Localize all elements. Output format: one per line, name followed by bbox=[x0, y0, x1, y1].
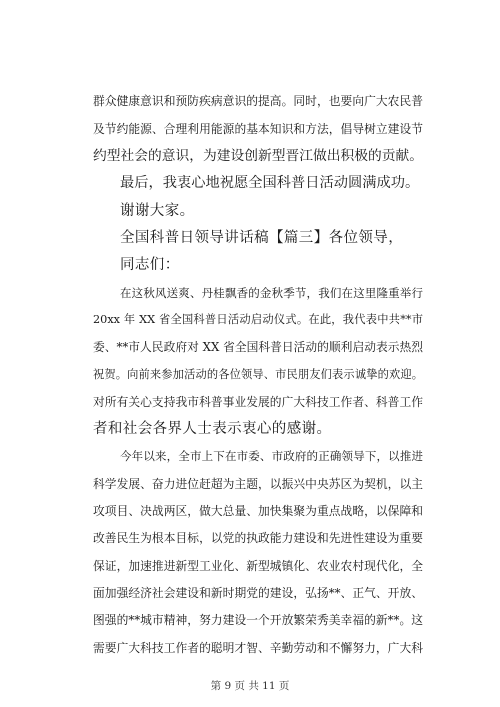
paragraph-line: 需要广大科技工作者的聪明才智、辛勤劳动和不懈努力，广大科 bbox=[93, 641, 423, 655]
page-footer: 第 9 页 共 11 页 bbox=[210, 680, 290, 692]
paragraph-line: 图强的**城市精神，努力建设一个开放繁荣秀美幸福的新**。这 bbox=[93, 613, 423, 627]
paragraph-line: 最后，我衷心地祝愿全国科普日活动圆满成功。 bbox=[120, 175, 420, 191]
paragraph-line: 科学发展、奋力进位赶超为主题，以振兴中央苏区为契机，以主 bbox=[93, 477, 423, 491]
paragraph-line: 群众健康意识和预防疾病意识的提高。同时，也要向广大农民普 bbox=[93, 94, 423, 108]
paragraph-line: 攻项目、决战两区，做大总量、加快集聚为重点战略，以保障和 bbox=[93, 504, 423, 518]
paragraph-line: 祝贺。向前来参加活动的各位领导、市民朋友们表示诚挚的欢迎。 bbox=[93, 368, 423, 381]
section-heading-line: 全国科普日领导讲话稿【篇三】各位领导， bbox=[120, 230, 404, 246]
paragraph-line: 委、**市人民政府对 XX 省全国科普日活动的顺利启动表示热烈 bbox=[93, 340, 423, 354]
paragraph-line: 今年以来，全市上下在市委、市政府的正确领导下，以推进 bbox=[120, 449, 423, 463]
paragraph-line: 对所有关心支持我市科普事业发展的广大科技工作者、科普工作 bbox=[93, 395, 423, 409]
paragraph-line: 在这秋风送爽、丹桂飘香的金秋季节，我们在这里隆重举行 bbox=[120, 286, 423, 300]
paragraph-line: 20xx 年 XX 省全国科普日活动启动仪式。在此，我代表中共**市 bbox=[93, 313, 423, 326]
paragraph-line: 改善民生为根本目标，以党的执政能力建设和先进性建设为重要 bbox=[93, 531, 423, 545]
paragraph-line: 者和社会各界人士表示衷心的感谢。 bbox=[93, 421, 332, 437]
salutation-line: 同志们： bbox=[120, 257, 180, 273]
paragraph-line: 及节约能源、合理利用能源的基本知识和方法，倡导树立建设节 bbox=[93, 122, 423, 136]
paragraph-line: 保证，加速推进新型工业化、新型城镇化、农业农村现代化，全 bbox=[93, 559, 423, 573]
paragraph-line: 面加强经济社会建设和新时期党的建设，弘扬**、正气、开放、 bbox=[93, 586, 423, 600]
paragraph-line: 谢谢大家。 bbox=[120, 203, 195, 219]
paragraph-line: 约型社会的意识，为建设创新型晋江做出积极的贡献。 bbox=[93, 148, 424, 164]
